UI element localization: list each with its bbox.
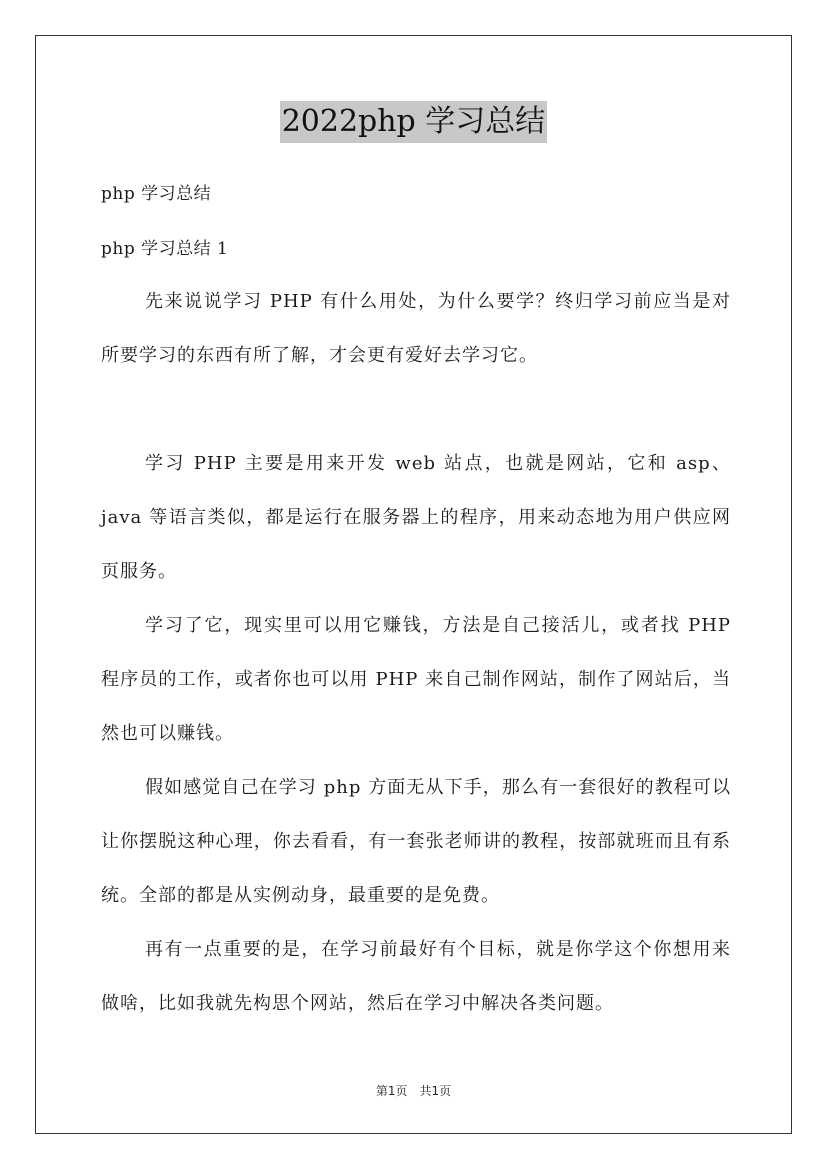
paragraph-1: 先来说说学习 PHP 有什么用处，为什么要学？终归学习前应当是对所要学习的东西有所了解，才会更有爱好去学习它。	[101, 291, 731, 366]
paragraph-5: 再有一点重要的是，在学习前最好有个目标，就是你学这个你想用来做啥，比如我就先构思个网站，然后在学习中解决各类问题。	[101, 939, 731, 1014]
page-number: 第1页	[375, 1084, 408, 1098]
subheading-summary: php 学习总结	[101, 184, 212, 204]
paragraph-4: 假如感觉自己在学习 php 方面无从下手，那么有一套很好的教程可以让你摆脱这种心理，你去看看，有一套张老师讲的教程，按部就班而且有系统。全部的都是从实例动身，最重要的是免费。	[101, 777, 731, 906]
subheading-summary-1: php 学习总结 1	[101, 239, 229, 259]
paragraph-2: 学习 PHP 主要是用来开发 web 站点，也就是网站，它和 asp、java 等语言类似，都是运行在服务器上的程序，用来动态地为用户供应网页服务。	[101, 453, 731, 582]
page-total: 共1页	[419, 1084, 452, 1098]
paragraph-3: 学习了它，现实里可以用它赚钱，方法是自己接活儿，或者找 PHP 程序员的工作，或者你也可以用 PHP 来自己制作网站，制作了网站后，当然也可以赚钱。	[101, 615, 731, 744]
document-body	[101, 275, 731, 1031]
document-title: 2022php 学习总结	[280, 101, 548, 143]
page-footer	[0, 1083, 827, 1099]
title-container	[0, 101, 827, 143]
